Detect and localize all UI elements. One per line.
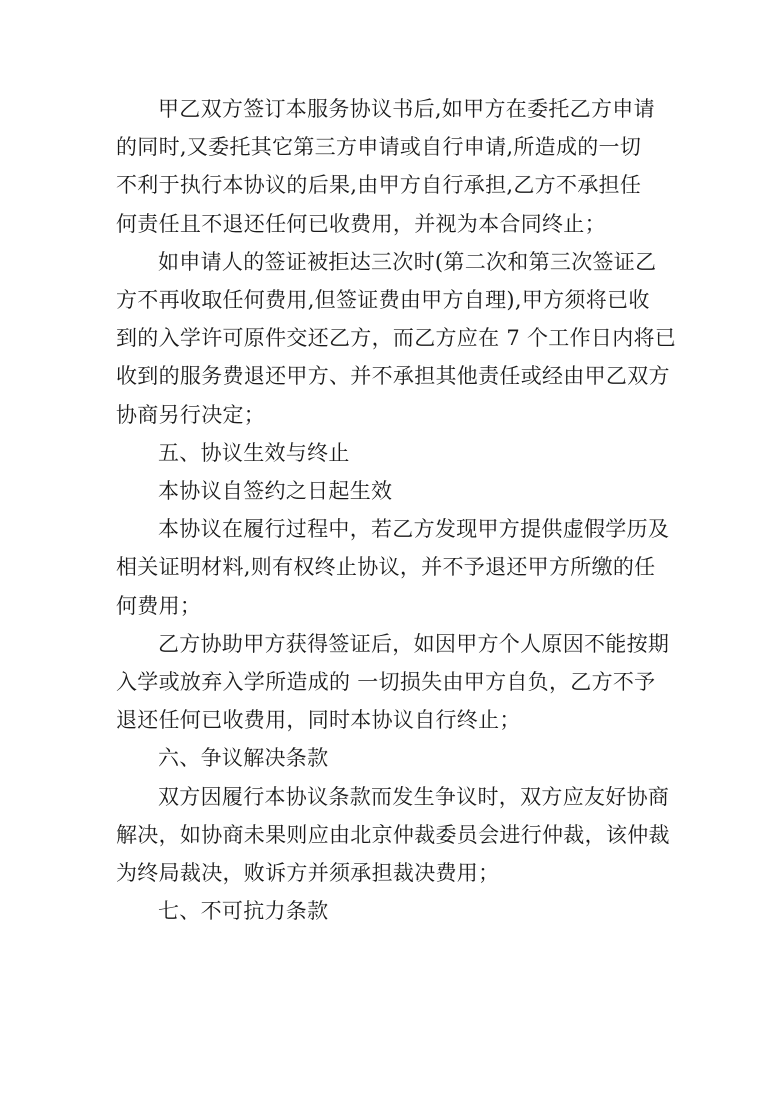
text-line: 相关证明材料,则有权终止协议，并不予退还甲方所缴的任 <box>116 555 656 580</box>
paragraph-effective-date <box>116 472 661 510</box>
text-line: 不利于执行本协议的后果,由甲方自行承担,乙方不承担任 <box>116 173 642 198</box>
text-line: 何责任且不退还任何已收费用，并视为本合同终止； <box>116 211 606 236</box>
text-line: 本协议自签约之日起生效 <box>158 479 393 504</box>
text-line: 解决，如协商未果则应由北京仲裁委员会进行仲裁，该仲裁 <box>116 822 670 847</box>
heading-text: 六、争议解决条款 <box>158 746 329 771</box>
document-body <box>116 90 677 930</box>
paragraph-arbitration <box>116 778 670 893</box>
text-line: 到的入学许可原件交还乙方，而乙方应在 7 个工作日内将已 <box>116 326 677 351</box>
text-line: 为终局裁决，败诉方并须承担裁决费用； <box>116 861 500 886</box>
text-line: 协商另行决定； <box>116 402 266 427</box>
section-heading-effect-termination <box>116 434 661 472</box>
text-line: 乙方协助甲方获得签证后，如因甲方个人原因不能按期 <box>158 631 670 656</box>
paragraph-false-materials <box>116 510 670 625</box>
paragraph-submission-conflict <box>116 90 661 243</box>
heading-text: 七、不可抗力条款 <box>158 899 329 924</box>
text-line: 的同时,又委托其它第三方申请或自行申请,所造成的一切 <box>116 135 642 160</box>
text-line: 退还任何已收费用，同时本协议自行终止； <box>116 708 521 733</box>
section-heading-force-majeure <box>116 892 661 930</box>
paragraph-visa-refusal <box>116 243 677 434</box>
text-line: 如申请人的签证被拒达三次时(第二次和第三次签证乙 <box>158 249 657 274</box>
text-line: 方不再收取任何费用,但签证费由甲方自理),甲方须将已收 <box>116 288 650 313</box>
text-line: 甲乙双方签订本服务协议书后,如甲方在委托乙方申请 <box>158 97 655 121</box>
text-line: 本协议在履行过程中，若乙方发现甲方提供虚假学历及 <box>158 517 670 542</box>
text-line: 收到的服务费退还甲方、并不承担其他责任或经由甲乙双方 <box>116 364 670 389</box>
heading-text: 五、协议生效与终止 <box>158 440 350 465</box>
paragraph-personal-reasons <box>116 625 670 740</box>
text-line: 入学或放弃入学所造成的 一切损失由甲方自负，乙方不予 <box>116 670 656 695</box>
section-heading-dispute-resolution <box>116 739 661 777</box>
text-line: 双方因履行本协议条款而发生争议时，双方应友好协商 <box>158 784 670 809</box>
text-line: 何费用； <box>116 593 202 618</box>
